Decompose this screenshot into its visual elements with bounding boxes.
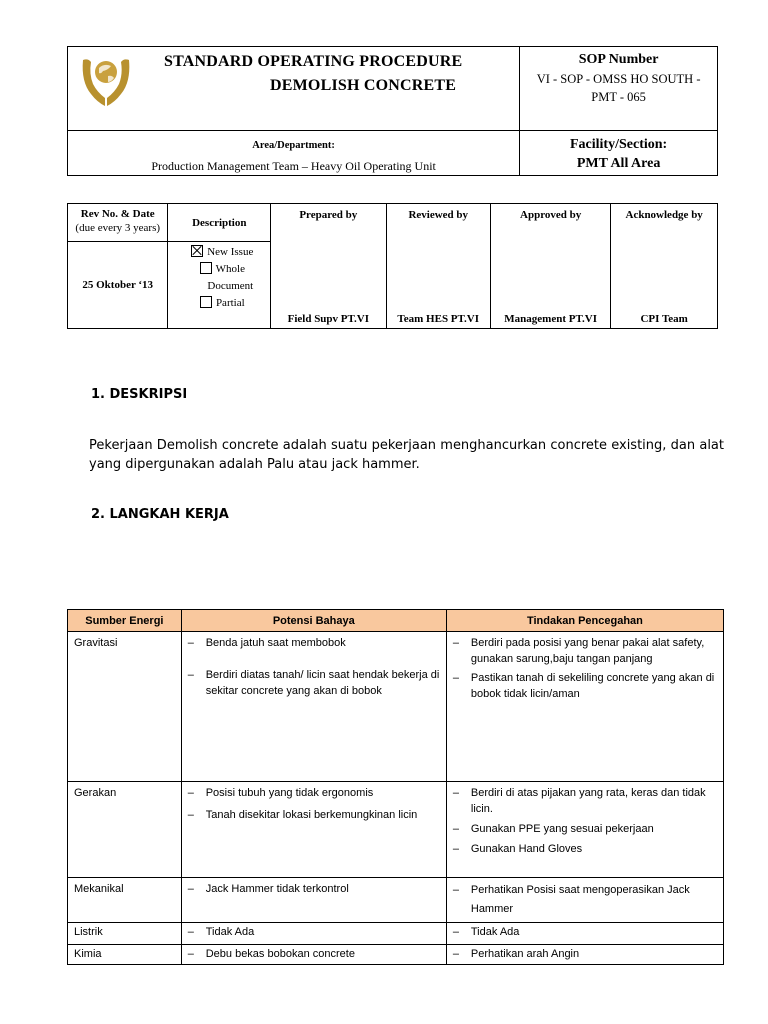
rev-date-header-line1: Rev No. & Date [80, 208, 155, 220]
dash: – [187, 926, 194, 938]
acknowledge-by-cell [611, 204, 718, 329]
action-text: Berdiri di atas pijakan yang rata, keras dan tidak licin. [470, 787, 706, 815]
title-cell [68, 47, 520, 131]
list-item [453, 785, 717, 817]
table-row [68, 923, 724, 945]
dash: – [187, 809, 194, 821]
hazard-cell [181, 782, 446, 878]
facility-cell [520, 131, 718, 176]
list-item [453, 821, 717, 837]
hazard-cell [181, 945, 446, 965]
hazard-text: Jack Hammer tidak terkontrol [205, 883, 349, 895]
table-row [68, 782, 724, 878]
option-partial-label: Partial [215, 297, 245, 309]
sop-number-value [520, 70, 717, 106]
dash: – [452, 843, 459, 855]
action-text: Perhatikan arah Angin [470, 948, 580, 960]
document-subtitle: DEMOLISH CONCRETE [270, 77, 457, 94]
reviewed-by-value: Team HES PT.VI [397, 313, 480, 325]
energy-source: Mekanikal [68, 878, 182, 923]
sop-number-line1: VI - SOP - OMSS HO SOUTH - [536, 72, 701, 86]
dash: – [187, 637, 194, 649]
table-row [68, 878, 724, 923]
col-header-hazard: Potensi Bahaya [181, 610, 446, 632]
checked-box-icon[interactable] [191, 245, 203, 257]
energy-source: Listrik [68, 923, 182, 945]
hazard-table [67, 609, 724, 965]
action-cell [446, 878, 723, 923]
option-new-issue-label: New Issue [207, 246, 254, 258]
area-cell [68, 131, 520, 176]
reviewed-by-cell [386, 204, 490, 329]
area-value: Production Management Team – Heavy Oil Operating Unit [151, 159, 436, 173]
energy-source: Gerakan [68, 782, 182, 878]
hazard-text: Tidak Ada [205, 926, 255, 938]
hands-globe-icon [80, 52, 132, 110]
list-item [453, 946, 717, 962]
action-text: Tidak Ada [470, 926, 520, 938]
action-cell [446, 632, 723, 782]
col-header-source: Sumber Energi [68, 610, 182, 632]
list-item [188, 635, 440, 651]
acknowledge-by-header: Acknowledge by [625, 209, 703, 221]
hazard-cell [181, 923, 446, 945]
list-item [188, 667, 440, 699]
action-text: Gunakan PPE yang sesuai pekerjaan [470, 823, 654, 835]
reviewed-by-header: Reviewed by [408, 209, 469, 221]
section-1-text: Pekerjaan Demolish concrete adalah suatu pekerjaan menghancurkan concrete existing, dan alat yang dipergunakan adalah Palu atau jack hammer. [89, 438, 724, 472]
option-document-label: Document [207, 280, 254, 292]
dash: – [187, 669, 194, 681]
revision-date: 25 Oktober ‘13 [68, 242, 168, 329]
list-item [453, 924, 717, 940]
approved-by-cell [490, 204, 610, 329]
prepared-by-value: Field Supv PT.VI [287, 313, 370, 325]
table-row [68, 632, 724, 782]
dash: – [452, 884, 459, 896]
prepared-by-header: Prepared by [299, 209, 358, 221]
dash: – [452, 926, 459, 938]
sop-number-label: SOP Number [578, 52, 659, 67]
list-item [188, 946, 440, 962]
dash: – [452, 672, 459, 684]
list-item [453, 670, 717, 702]
dash: – [452, 948, 459, 960]
action-cell [446, 782, 723, 878]
list-item [453, 841, 717, 857]
approved-by-header: Approved by [520, 209, 582, 221]
hazard-text: Benda jatuh saat membobok [205, 637, 346, 649]
action-text: Pastikan tanah di sekeliling concrete yang akan di bobok tidak licin/aman [470, 672, 715, 700]
checkbox-icon[interactable] [200, 296, 212, 308]
hazard-text: Tanah disekitar lokasi berkemungkinan licin [205, 809, 418, 821]
description-options [168, 242, 271, 329]
list-item [188, 881, 440, 897]
table-row [68, 945, 724, 965]
revision-table [67, 203, 718, 329]
hazard-cell [181, 878, 446, 923]
hazard-text: Berdiri diatas tanah/ licin saat hendak bekerja di sekitar concrete yang akan di bobok [205, 669, 440, 697]
area-label: Area/Department: [252, 140, 335, 151]
option-whole-label: Whole [215, 263, 245, 275]
col-header-action: Tindakan Pencegahan [446, 610, 723, 632]
acknowledge-by-value: CPI Team [640, 313, 688, 325]
action-cell [446, 945, 723, 965]
dash: – [452, 787, 459, 799]
dash: – [452, 823, 459, 835]
list-item [188, 785, 440, 801]
hazard-text: Debu bekas bobokan concrete [205, 948, 355, 960]
checkbox-icon[interactable] [200, 262, 212, 274]
option-partial[interactable] [174, 295, 270, 312]
facility-value: PMT All Area [576, 156, 661, 171]
action-cell [446, 923, 723, 945]
description-header: Description [168, 204, 271, 242]
dash: – [452, 637, 459, 649]
hazard-text: Posisi tubuh yang tidak ergonomis [205, 787, 374, 799]
document-title: STANDARD OPERATING PROCEDURE [164, 53, 463, 70]
approved-by-value: Management PT.VI [504, 313, 597, 325]
section-1-heading: 1. DESKRIPSI [91, 387, 188, 402]
option-whole-document[interactable] [174, 261, 270, 278]
dash: – [187, 883, 194, 895]
action-text: Perhatikan Posisi saat mengoperasikan Jack Hammer [470, 884, 690, 915]
sop-header [67, 46, 718, 176]
energy-source: Kimia [68, 945, 182, 965]
dash: – [187, 787, 194, 799]
option-new-issue[interactable] [174, 244, 270, 261]
sop-number-line2: PMT - 065 [591, 90, 646, 104]
list-item [453, 635, 717, 667]
dash: – [187, 948, 194, 960]
prepared-by-cell [271, 204, 386, 329]
hazard-cell [181, 632, 446, 782]
facility-label: Facility/Section: [570, 137, 668, 152]
rev-date-header [68, 204, 168, 242]
action-text: Gunakan Hand Gloves [470, 843, 583, 855]
action-text: Berdiri pada posisi yang benar pakai alat safety, gunakan sarung,baju tangan panjang [470, 637, 705, 665]
section-2-heading: 2. LANGKAH KERJA [91, 507, 229, 522]
list-item [453, 881, 717, 919]
rev-date-header-line2: (due every 3 years) [75, 222, 161, 234]
sop-number-cell [520, 47, 718, 131]
energy-source: Gravitasi [68, 632, 182, 782]
list-item [188, 924, 440, 940]
list-item [188, 807, 440, 823]
